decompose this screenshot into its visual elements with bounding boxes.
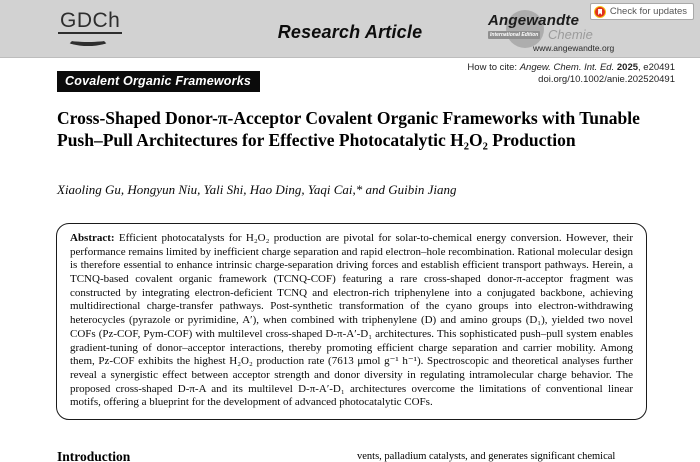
citation-doi-link[interactable]: doi.org/10.1002/anie.202520491 — [538, 74, 675, 86]
citation-prefix: How to cite: — [467, 62, 520, 73]
citation-line — [467, 62, 675, 74]
abstract-box — [56, 223, 647, 420]
angewandte-name: Angewandte — [488, 12, 580, 29]
topic-tag: Covalent Organic Frameworks — [57, 71, 260, 92]
abstract-paragraph — [70, 232, 633, 410]
article-title: Cross-Shaped Donor-π-Acceptor Covalent Organic Frameworks with Tunable Push–Pull Architectures for Effective Photocatalytic H₂O₂ Production — [57, 108, 640, 150]
abstract-text: Efficient photocatalysts for H₂O₂ production are pivotal for solar-to-chemical energy conversion. However, their performance remains limited by inefficient charge separation and rapid electron–hole recombination. Rational molecular design is therefore essential to enhance intrinsic charge-separation driving forces and establish efficient transport pathways. Herein, a TCNQ-based covalent organic framework (TCNQ-COF) featuring a rare cross-shaped donor-π-acceptor fragment was constructed by integrating electron-deficient TCNQ and electron-rich triphenylene into a conjugated backbone, achieving multidirectional charge-transfer pathways. Post-synthetic transformation of the cyano groups into electron-withdrawing heterocycles (pyrazole or pyrimidine, A′), when combined with triphenylene (D) and amino groups (D₁), yielded two novel COFs (Pz-COF, Pym-COF) with multilevel cross-shaped D-π-A′-D₁ architectures. This sophisticated push–pull system enables gradient-tuning of donor–acceptor interactions, thereby promoting efficient charge separation and carrier mobility. Among them, Pz-COF exhibits the highest H₂O₂ production rate (7613 μmol g⁻¹ h⁻¹). Spectroscopic and theoretical analyses further reveal a synergistic effect between acceptor strength and donor diversity in regulating intramolecular charge behavior. The proposed cross-shaped D-π-A and its multilevel D-π-A′-D₁ architectures overcome the limitations of conventional linear motifs, offering a blueprint for the development of advanced photocatalytic COFs. — [70, 232, 633, 409]
angewandte-edition-label: International Edition — [490, 32, 539, 38]
gdch-logo-text: GDCh — [58, 10, 122, 34]
body-text-fragment: vents, palladium catalysts, and generates significant chemical — [357, 451, 616, 462]
check-for-updates-button[interactable] — [590, 3, 694, 20]
research-article-label: Research Article — [277, 22, 423, 42]
introduction-heading: Introduction — [57, 449, 131, 462]
angewandte-url-link[interactable]: www.angewandte.org — [533, 43, 615, 53]
crossref-check-icon — [594, 6, 606, 18]
check-for-updates-label: Check for updates — [609, 6, 687, 17]
angewandte-chemie-label: Chemie — [548, 27, 593, 42]
citation-journal: Angew. Chem. Int. Ed. — [519, 62, 617, 73]
journal-header — [0, 0, 700, 58]
citation-block — [467, 62, 675, 87]
abstract-label: Abstract: — [70, 232, 115, 244]
article-authors: Xiaoling Gu, Hongyun Niu, Yali Shi, Hao Ding, Yaqi Cai,* and Guibin Jiang — [57, 182, 457, 197]
citation-year: 2025 — [616, 62, 639, 73]
citation-article-number: , e20491 — [638, 62, 675, 73]
